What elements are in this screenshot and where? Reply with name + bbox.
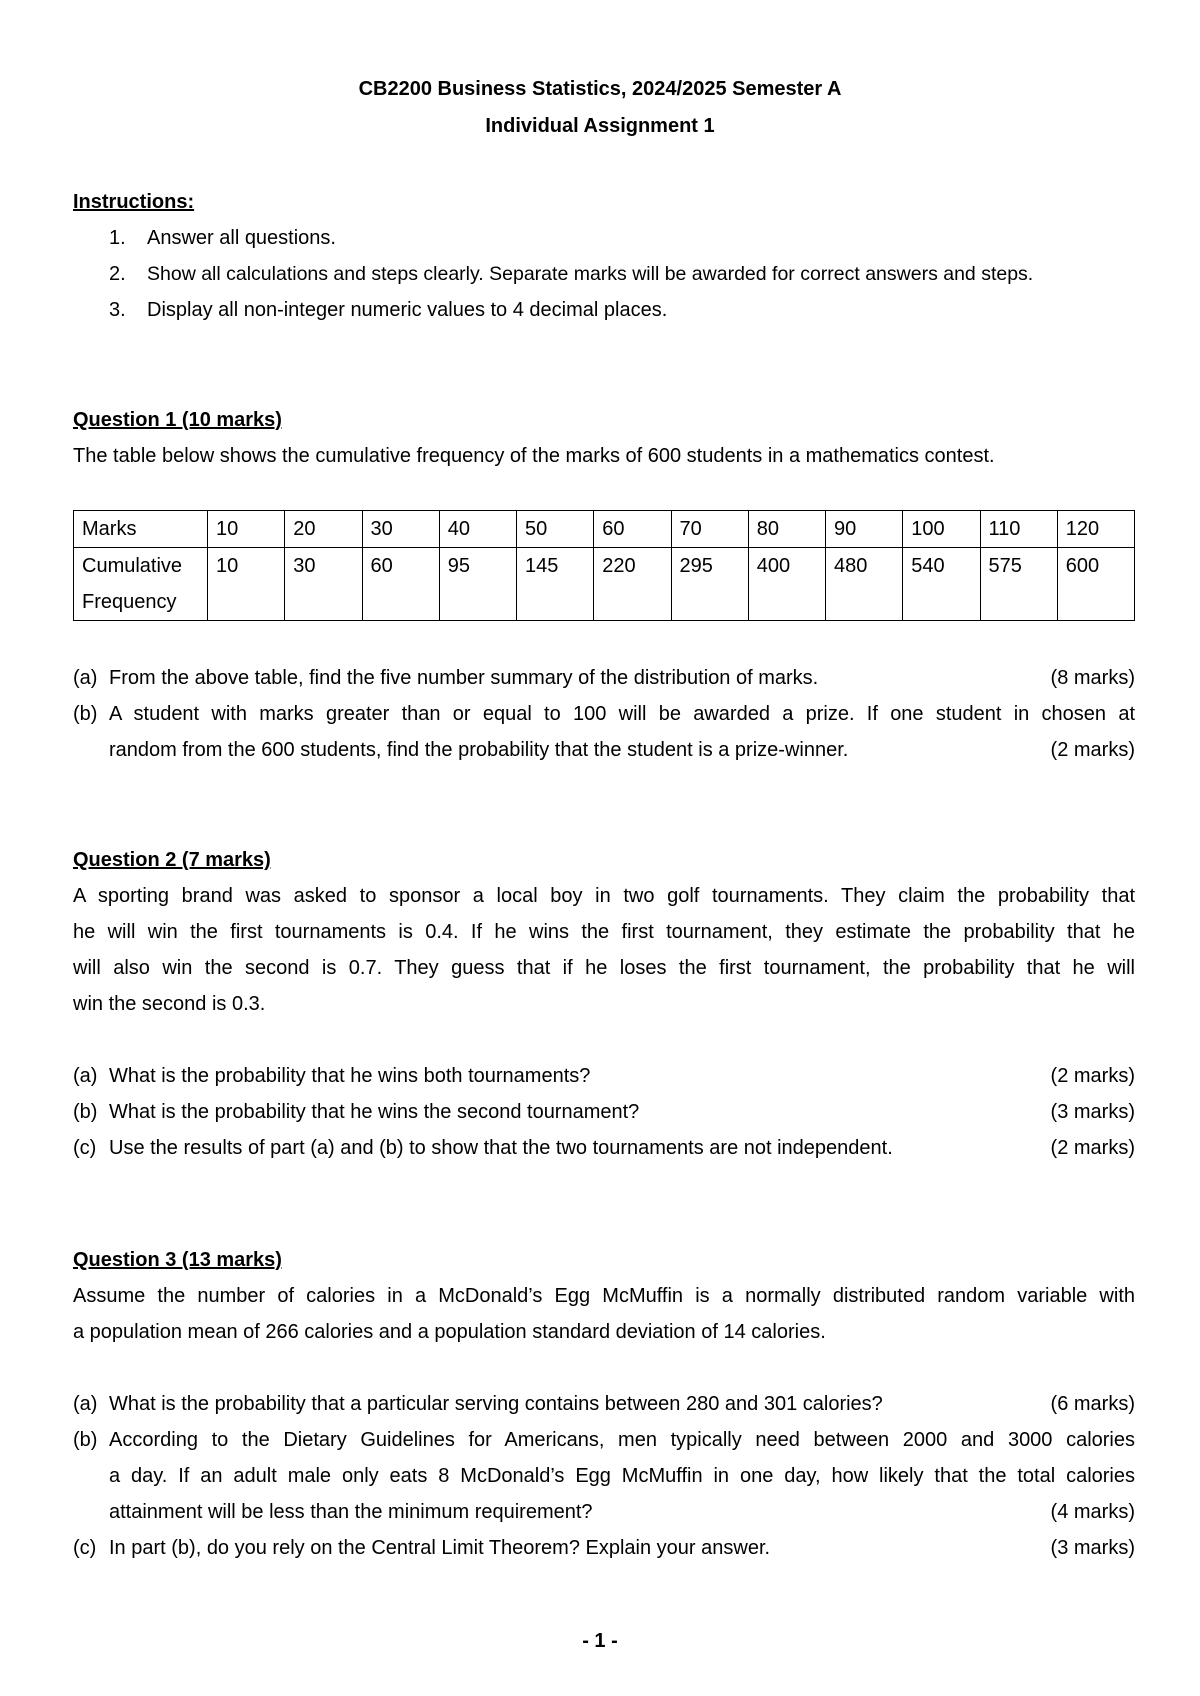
part-text: Use the results of part (a) and (b) to show that the two tournaments are not independent. [109, 1137, 893, 1159]
question-3-text: a population mean of 266 calories and a population standard deviation of 14 calories. [73, 1321, 826, 1343]
marks-allocation: (4 marks) [1050, 1501, 1135, 1523]
marks-cell: 20 [285, 511, 362, 548]
instruction-number: 1. [109, 227, 126, 249]
page-number: - 1 - [582, 1630, 618, 1652]
marks-allocation: (3 marks) [1050, 1101, 1135, 1123]
marks-allocation: (3 marks) [1050, 1537, 1135, 1559]
part-label: (a) [73, 1065, 98, 1087]
instruction-number: 3. [109, 299, 126, 321]
row-label-line: Cumulative [82, 555, 183, 577]
marks-cell: 120 [1057, 511, 1134, 548]
frequency-cell: 400 [748, 548, 825, 621]
marks-cell: 70 [671, 511, 748, 548]
question-1-intro: The table below shows the cumulative frequency of the marks of 600 students in a mathematics contest. [73, 445, 995, 467]
frequency-cell: 480 [826, 548, 903, 621]
instruction-text: Show all calculations and steps clearly. Separate marks will be awarded for correct answers and steps. [147, 263, 1034, 285]
part-label: (b) [73, 1101, 98, 1123]
frequency-cell: 95 [439, 548, 516, 621]
part-label: (c) [73, 1537, 97, 1559]
question-3-text: Assume the number of calories in a McDonald’s Egg McMuffin is a normally distributed random variable with [73, 1285, 1135, 1307]
question-2-text: win the second is 0.3. [73, 993, 266, 1015]
part-label: (a) [73, 667, 98, 689]
part-text: random from the 600 students, find the probability that the student is a prize-winner. [109, 739, 849, 761]
question-3-heading: Question 3 (13 marks) [73, 1249, 282, 1271]
frequency-cell: 600 [1057, 548, 1134, 621]
cumulative-frequency-row-label [74, 548, 208, 621]
marks-cell: 60 [594, 511, 671, 548]
marks-cell: 40 [439, 511, 516, 548]
frequency-cell: 30 [285, 548, 362, 621]
marks-allocation: (6 marks) [1050, 1393, 1135, 1415]
part-text: In part (b), do you rely on the Central Limit Theorem? Explain your answer. [109, 1537, 771, 1559]
assignment-title: Individual Assignment 1 [485, 115, 715, 137]
marks-cell: 100 [903, 511, 980, 548]
frequency-cell: 60 [362, 548, 439, 621]
question-2-text: will also win the second is 0.7. They guess that if he loses the first tournament, the probability that he will [73, 957, 1135, 979]
instructions-heading: Instructions: [73, 191, 195, 213]
part-text: attainment will be less than the minimum requirement? [109, 1501, 593, 1523]
marks-allocation: (2 marks) [1050, 739, 1135, 761]
course-title: CB2200 Business Statistics, 2024/2025 Semester A [358, 78, 842, 100]
instruction-text: Display all non-integer numeric values to 4 decimal places. [147, 299, 668, 321]
frequency-cell: 575 [980, 548, 1057, 621]
frequency-cell: 540 [903, 548, 980, 621]
marks-cell: 50 [517, 511, 594, 548]
instruction-text: Answer all questions. [147, 227, 336, 249]
cumulative-frequency-table [73, 510, 1135, 621]
marks-cell: 30 [362, 511, 439, 548]
marks-allocation: (8 marks) [1050, 667, 1135, 689]
part-text: What is the probability that he wins both tournaments? [109, 1065, 591, 1087]
marks-row [74, 511, 1135, 548]
part-text: What is the probability that he wins the second tournament? [109, 1101, 640, 1123]
part-label: (c) [73, 1137, 97, 1159]
marks-row-label: Marks [74, 511, 208, 548]
marks-cell: 10 [208, 511, 285, 548]
marks-cell: 110 [980, 511, 1057, 548]
marks-cell: 90 [826, 511, 903, 548]
frequency-cell: 145 [517, 548, 594, 621]
marks-cell: 80 [748, 511, 825, 548]
question-1-heading: Question 1 (10 marks) [73, 409, 282, 431]
part-text: a day. If an adult male only eats 8 McDonald’s Egg McMuffin in one day, how likely that the total calories [109, 1465, 1135, 1487]
frequency-cell: 10 [208, 548, 285, 621]
question-2-heading: Question 2 (7 marks) [73, 849, 271, 871]
frequency-cell: 295 [671, 548, 748, 621]
row-label-line: Frequency [82, 591, 177, 613]
cumulative-frequency-row [74, 548, 1135, 621]
part-text: A student with marks greater than or equal to 100 will be awarded a prize. If one student in chosen at [109, 703, 1135, 725]
part-text: What is the probability that a particular serving contains between 280 and 301 calories? [109, 1393, 883, 1415]
marks-allocation: (2 marks) [1050, 1137, 1135, 1159]
marks-allocation: (2 marks) [1050, 1065, 1135, 1087]
question-2-text: he will win the first tournaments is 0.4. If he wins the first tournament, they estimate the probability that he [73, 921, 1135, 943]
question-2-text: A sporting brand was asked to sponsor a local boy in two golf tournaments. They claim the probability that [73, 885, 1135, 907]
part-label: (b) [73, 1429, 98, 1451]
part-text: From the above table, find the five number summary of the distribution of marks. [109, 667, 819, 689]
part-label: (b) [73, 703, 98, 725]
part-text: According to the Dietary Guidelines for Americans, men typically need between 2000 and 3000 calories [109, 1429, 1135, 1451]
instruction-number: 2. [109, 263, 126, 285]
part-label: (a) [73, 1393, 98, 1415]
frequency-cell: 220 [594, 548, 671, 621]
